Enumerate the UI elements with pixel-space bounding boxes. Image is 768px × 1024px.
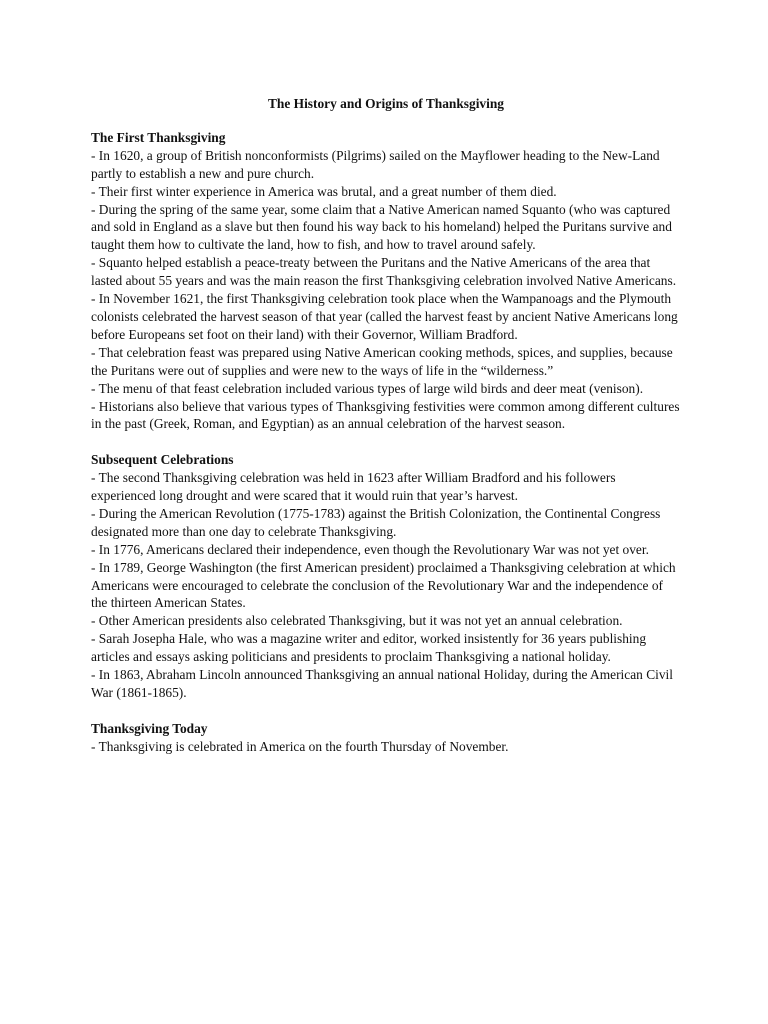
section-heading: The First Thanksgiving <box>91 129 226 145</box>
list-item: - In 1620, a group of British nonconformists (Pilgrims) sailed on the Mayflower heading to the New-Land partly to establish a new and pure church. <box>91 147 660 181</box>
section-first-thanksgiving <box>91 129 681 433</box>
list-item: - Sarah Josepha Hale, who was a magazine writer and editor, worked insistently for 36 years publishing articles and essays asking politicians and presidents to proclaim Thanksgiving a national holiday. <box>91 631 647 665</box>
list-item: - Other American presidents also celebrated Thanksgiving, but it was not yet an annual celebration. <box>91 613 623 629</box>
list-item: - Thanksgiving is celebrated in America on the fourth Thursday of November. <box>91 738 509 754</box>
list-item: - In 1789, George Washington (the first American president) proclaimed a Thanksgiving celebration at which Americans were encouraged to celebrate the conclusion of the Revolutionary War and the independence of the thirteen American States. <box>91 559 676 611</box>
list-item: - During the American Revolution (1775-1783) against the British Colonization, the Continental Congress designated more than one day to celebrate Thanksgiving. <box>91 505 661 539</box>
list-item: - During the spring of the same year, some claim that a Native American named Squanto (who was captured and sold in England as a slave but then found his way back to his homeland) helped the Puritans survive and taught them how to cultivate the land, how to fish, and how to travel around safely. <box>91 201 672 253</box>
list-item: - Squanto helped establish a peace-treaty between the Puritans and the Native Americans of the area that lasted about 55 years and was the main reason the first Thanksgiving celebration involved Native Americans. <box>91 255 677 289</box>
document-title: The History and Origins of Thanksgiving <box>267 96 504 111</box>
list-item: - Historians also believe that various types of Thanksgiving festivities were common among different cultures in the past (Greek, Roman, and Egyptian) as an annual celebration of the harvest season. <box>91 398 680 432</box>
section-thanksgiving-today <box>91 720 681 756</box>
document-page <box>91 95 681 773</box>
section-subsequent-celebrations <box>91 451 681 702</box>
list-item: - The second Thanksgiving celebration was held in 1623 after William Bradford and his followers experienced long drought and were scared that it would ruin that year’s harvest. <box>91 470 616 504</box>
list-item: - The menu of that feast celebration included various types of large wild birds and deer meat (venison). <box>91 380 644 396</box>
section-heading: Subsequent Celebrations <box>91 452 234 468</box>
list-item: - Their first winter experience in America was brutal, and a great number of them died. <box>91 183 557 199</box>
list-item: - That celebration feast was prepared using Native American cooking methods, spices, and supplies, because the Puritans were out of supplies and were new to the ways of life in the “wilderness.” <box>91 344 673 378</box>
list-item: - In November 1621, the first Thanksgiving celebration took place when the Wampanoags and the Plymouth colonists celebrated the harvest season of that year (called the harvest feast by ancient Native Americans long before Europeans set foot on their land) with their Governor, William Bradford. <box>91 291 678 342</box>
section-heading: Thanksgiving Today <box>91 720 208 736</box>
list-item: - In 1863, Abraham Lincoln announced Thanksgiving an annual national Holiday, during the American Civil War (1861-1865). <box>91 667 673 700</box>
list-item: - In 1776, Americans declared their independence, even though the Revolutionary War was not yet over. <box>91 541 649 557</box>
